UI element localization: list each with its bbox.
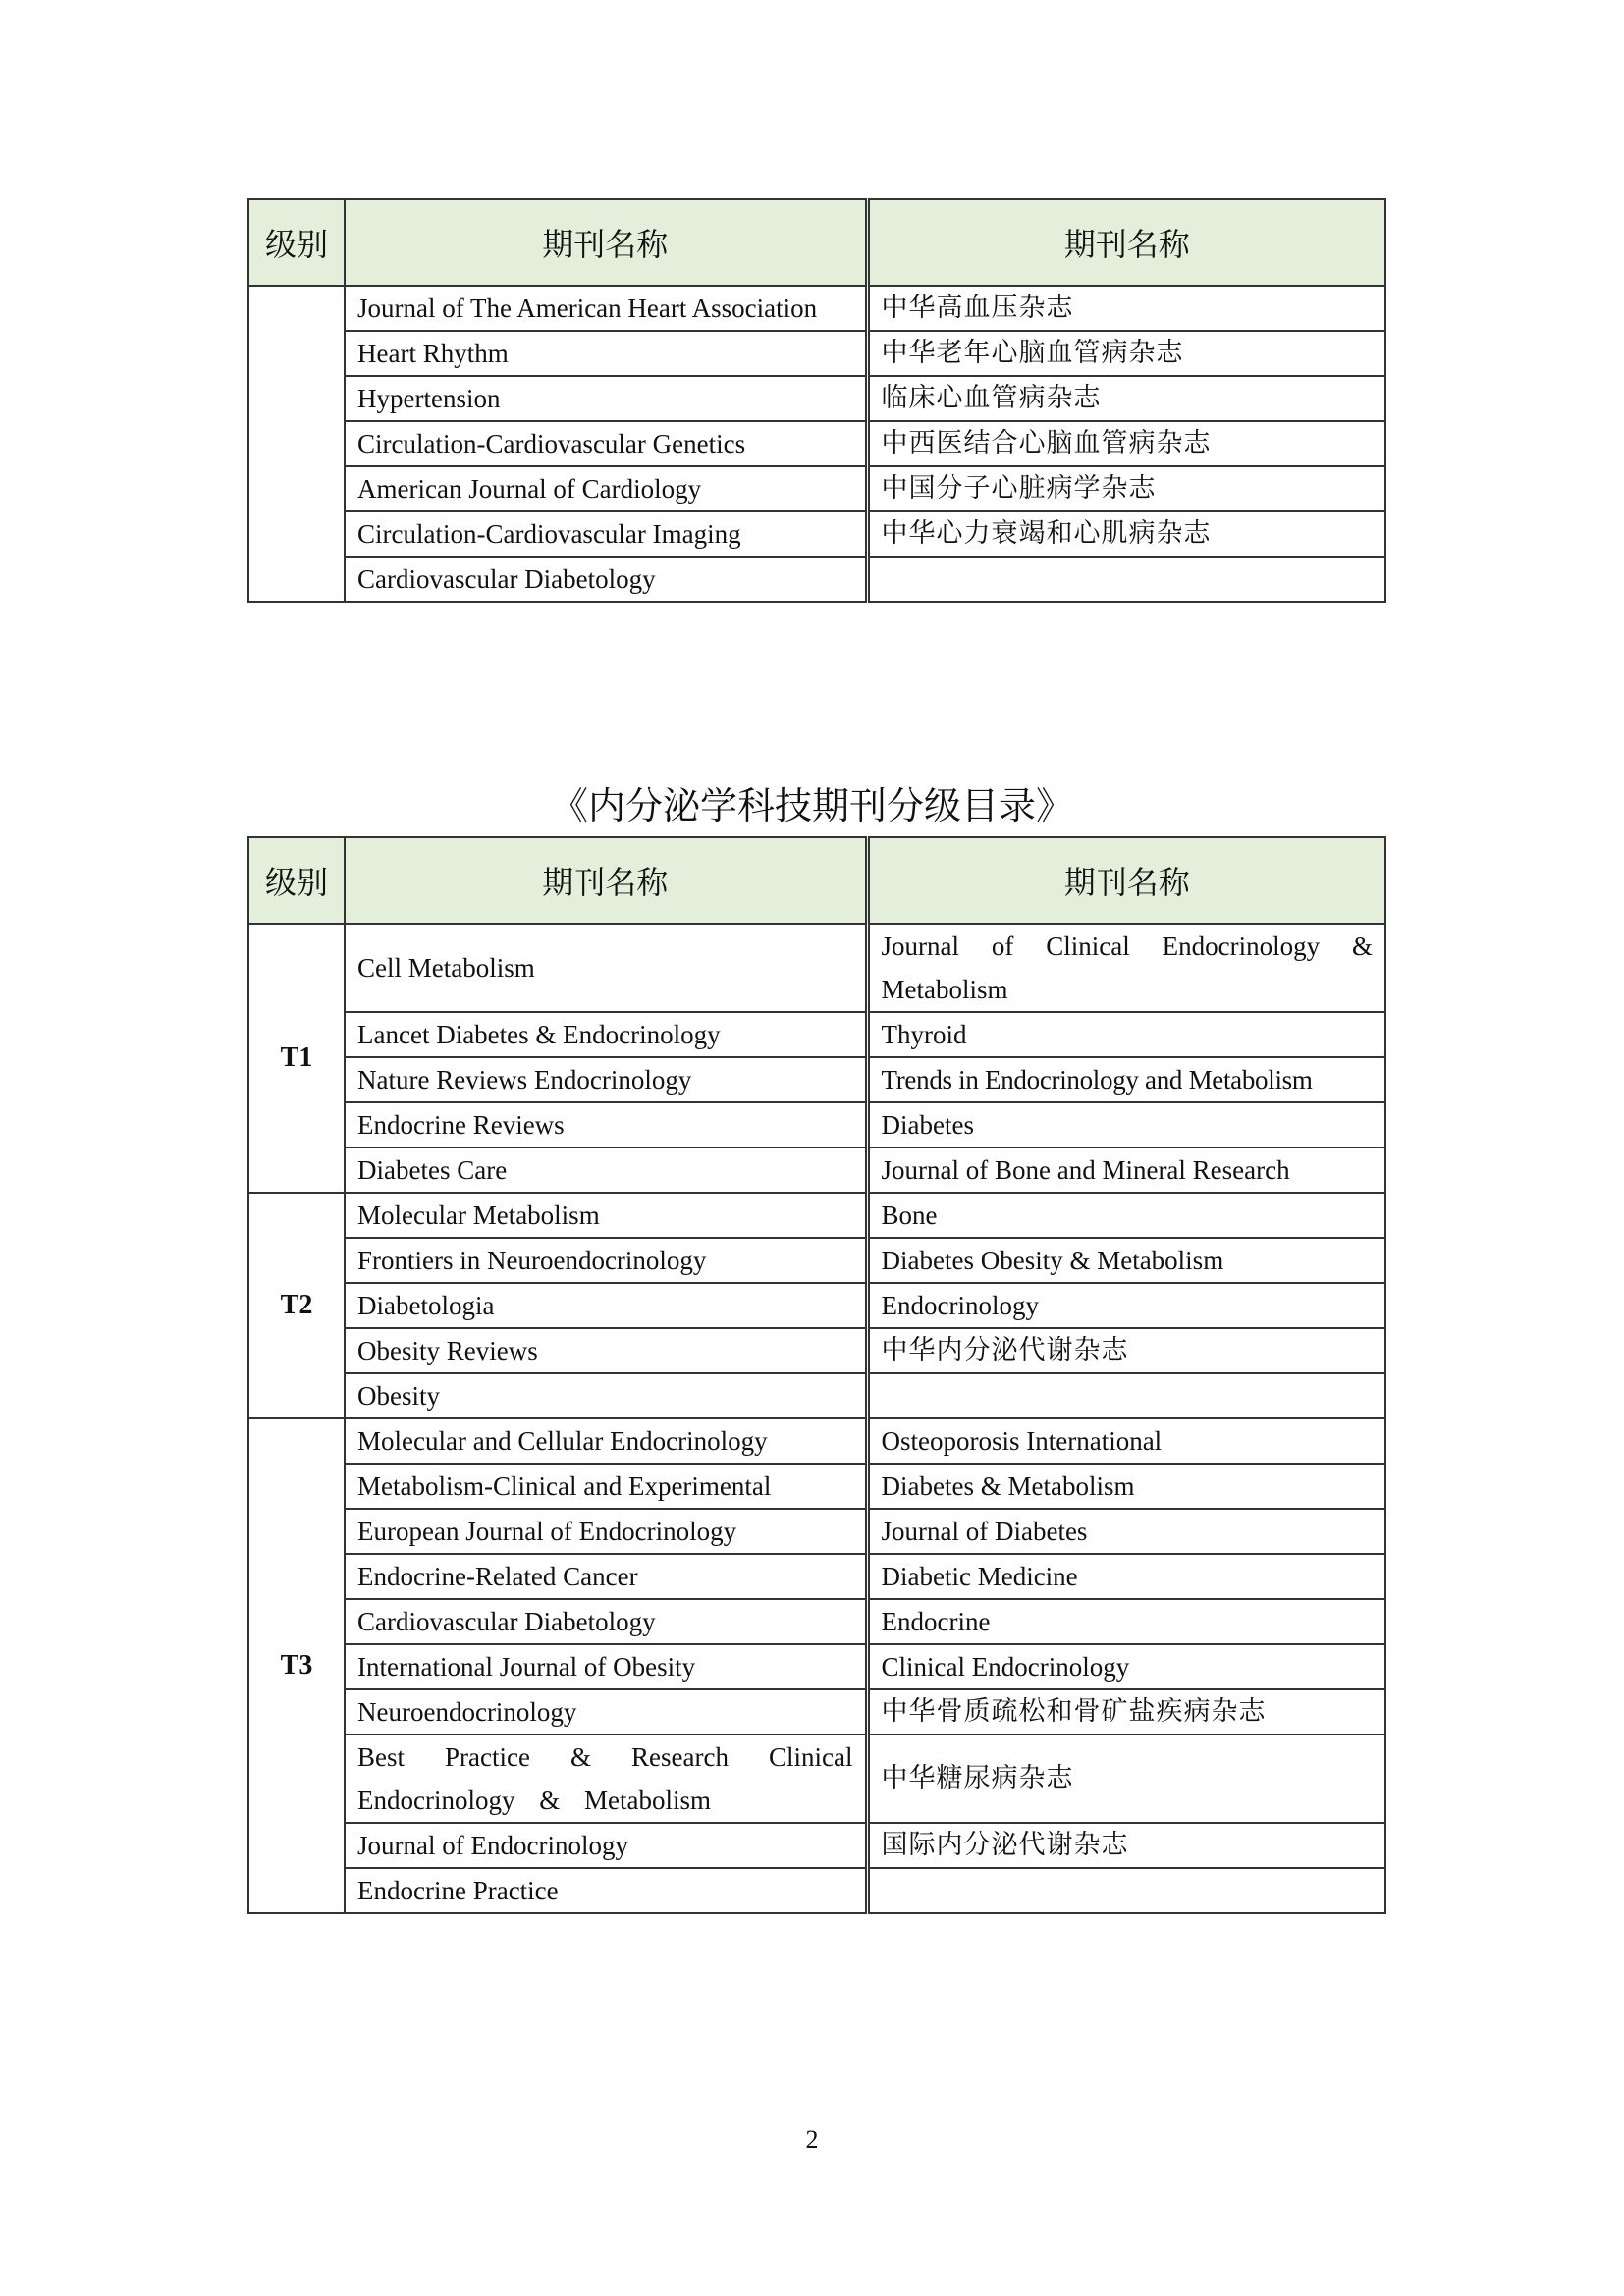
journal-cell: [867, 1868, 1385, 1913]
table-row: [248, 1418, 1385, 1464]
journal-cell: Endocrine-Related Cancer: [345, 1554, 867, 1599]
journal-en-cell: Hypertension: [345, 376, 867, 421]
journal-cell: International Journal of Obesity: [345, 1644, 867, 1689]
table-row: [248, 1283, 1385, 1328]
cardiology-journal-table: [247, 198, 1386, 603]
tier-label-t2: T2: [248, 1193, 345, 1418]
journal-cell: Diabetic Medicine: [867, 1554, 1385, 1599]
table-row: [248, 331, 1385, 376]
page-number: 2: [805, 2125, 819, 2154]
table-row: [248, 1102, 1385, 1148]
table-row: [248, 1644, 1385, 1689]
journal-cell: [867, 1373, 1385, 1418]
table-row: [248, 1823, 1385, 1868]
table-row: [248, 1373, 1385, 1418]
journal-en-cell: Circulation-Cardiovascular Imaging: [345, 511, 867, 557]
journal-cn-cell: 中国分子心脏病学杂志: [867, 466, 1385, 511]
journal-cell: Metabolism-Clinical and Experimental: [345, 1464, 867, 1509]
table-row: [248, 1599, 1385, 1644]
level-header: 级别: [248, 837, 345, 924]
journal-cell: Thyroid: [867, 1012, 1385, 1057]
journal-cell: Obesity: [345, 1373, 867, 1418]
table-row: [248, 466, 1385, 511]
journal-cn-cell: 中华高血压杂志: [867, 286, 1385, 331]
journal-cn-cell: 中西医结合心脑血管病杂志: [867, 421, 1385, 466]
journal-cell: European Journal of Endocrinology: [345, 1509, 867, 1554]
journal-cell: Osteoporosis International: [867, 1418, 1385, 1464]
journal-cn-cell: 中华老年心脑血管病杂志: [867, 331, 1385, 376]
journal-cell: Diabetologia: [345, 1283, 867, 1328]
table-row: [248, 1012, 1385, 1057]
journal-cell: Endocrine Practice: [345, 1868, 867, 1913]
journal-en-cell: Circulation-Cardiovascular Genetics: [345, 421, 867, 466]
journal-cell: Cardiovascular Diabetology: [345, 1599, 867, 1644]
level-header: 级别: [248, 199, 345, 286]
journal-cell: Cell Metabolism: [345, 924, 867, 1012]
journal-cell: Diabetes Care: [345, 1148, 867, 1193]
journal-cell: Trends in Endocrinology and Metabolism: [867, 1057, 1385, 1102]
table-row: [248, 286, 1385, 331]
journal-en-cell: Cardiovascular Diabetology: [345, 557, 867, 602]
table-header-row: [248, 199, 1385, 286]
journal-name-header: 期刊名称: [867, 837, 1385, 924]
table-header-row: [248, 837, 1385, 924]
journal-cell: 国际内分泌代谢杂志: [867, 1823, 1385, 1868]
table-row: [248, 1057, 1385, 1102]
tier-label-t3: T3: [248, 1418, 345, 1913]
journal-cell: Frontiers in Neuroendocrinology: [345, 1238, 867, 1283]
journal-cell: Endocrinology: [867, 1283, 1385, 1328]
journal-cell: Endocrine Reviews: [345, 1102, 867, 1148]
table-row: [248, 1464, 1385, 1509]
journal-en-cell: Journal of The American Heart Association: [345, 286, 867, 331]
journal-cell: Journal of Endocrinology: [345, 1823, 867, 1868]
level-cell: [248, 286, 345, 602]
journal-cell: Molecular and Cellular Endocrinology: [345, 1418, 867, 1464]
journal-cell: Nature Reviews Endocrinology: [345, 1057, 867, 1102]
section-title: 《内分泌学科技期刊分级目录》: [550, 784, 1073, 828]
journal-cell: Endocrine: [867, 1599, 1385, 1644]
table-row: [248, 421, 1385, 466]
journal-cell: Clinical Endocrinology: [867, 1644, 1385, 1689]
table-row: [248, 1238, 1385, 1283]
journal-cell: Obesity Reviews: [345, 1328, 867, 1373]
endocrinology-journal-table: [247, 836, 1386, 1914]
tier-label-t1: T1: [248, 924, 345, 1193]
table-row: [248, 1554, 1385, 1599]
journal-cell: 中华糖尿病杂志: [867, 1735, 1385, 1823]
table-row: [248, 1509, 1385, 1554]
journal-cn-cell: [867, 557, 1385, 602]
journal-cell: Molecular Metabolism: [345, 1193, 867, 1238]
journal-cn-cell: 中华心力衰竭和心肌病杂志: [867, 511, 1385, 557]
journal-name-header: 期刊名称: [867, 199, 1385, 286]
table-row: [248, 557, 1385, 602]
journal-cell: Neuroendocrinology: [345, 1689, 867, 1735]
journal-en-cell: Heart Rhythm: [345, 331, 867, 376]
table-row: [248, 1689, 1385, 1735]
journal-cell: Journal of Diabetes: [867, 1509, 1385, 1554]
journal-cell: 中华内分泌代谢杂志: [867, 1328, 1385, 1373]
journal-cell: Best Practice & Research Clinical Endocrinology & Metabolism: [345, 1735, 867, 1823]
table-row: [248, 1868, 1385, 1913]
journal-name-header: 期刊名称: [345, 837, 867, 924]
journal-cell: Diabetes: [867, 1102, 1385, 1148]
journal-cell: Diabetes & Metabolism: [867, 1464, 1385, 1509]
table-row: [248, 511, 1385, 557]
table-row: [248, 1735, 1385, 1823]
table-row: [248, 1193, 1385, 1238]
table-row: [248, 1328, 1385, 1373]
journal-cell: Lancet Diabetes & Endocrinology: [345, 1012, 867, 1057]
table-row: [248, 376, 1385, 421]
journal-name-header: 期刊名称: [345, 199, 867, 286]
journal-cell: Bone: [867, 1193, 1385, 1238]
journal-en-cell: American Journal of Cardiology: [345, 466, 867, 511]
table-row: [248, 924, 1385, 1012]
journal-cell: Journal of Bone and Mineral Research: [867, 1148, 1385, 1193]
journal-cell: 中华骨质疏松和骨矿盐疾病杂志: [867, 1689, 1385, 1735]
journal-cell: Journal of Clinical Endocrinology & Metabolism: [867, 924, 1385, 1012]
journal-cell: Diabetes Obesity & Metabolism: [867, 1238, 1385, 1283]
table-row: [248, 1148, 1385, 1193]
journal-cn-cell: 临床心血管病杂志: [867, 376, 1385, 421]
